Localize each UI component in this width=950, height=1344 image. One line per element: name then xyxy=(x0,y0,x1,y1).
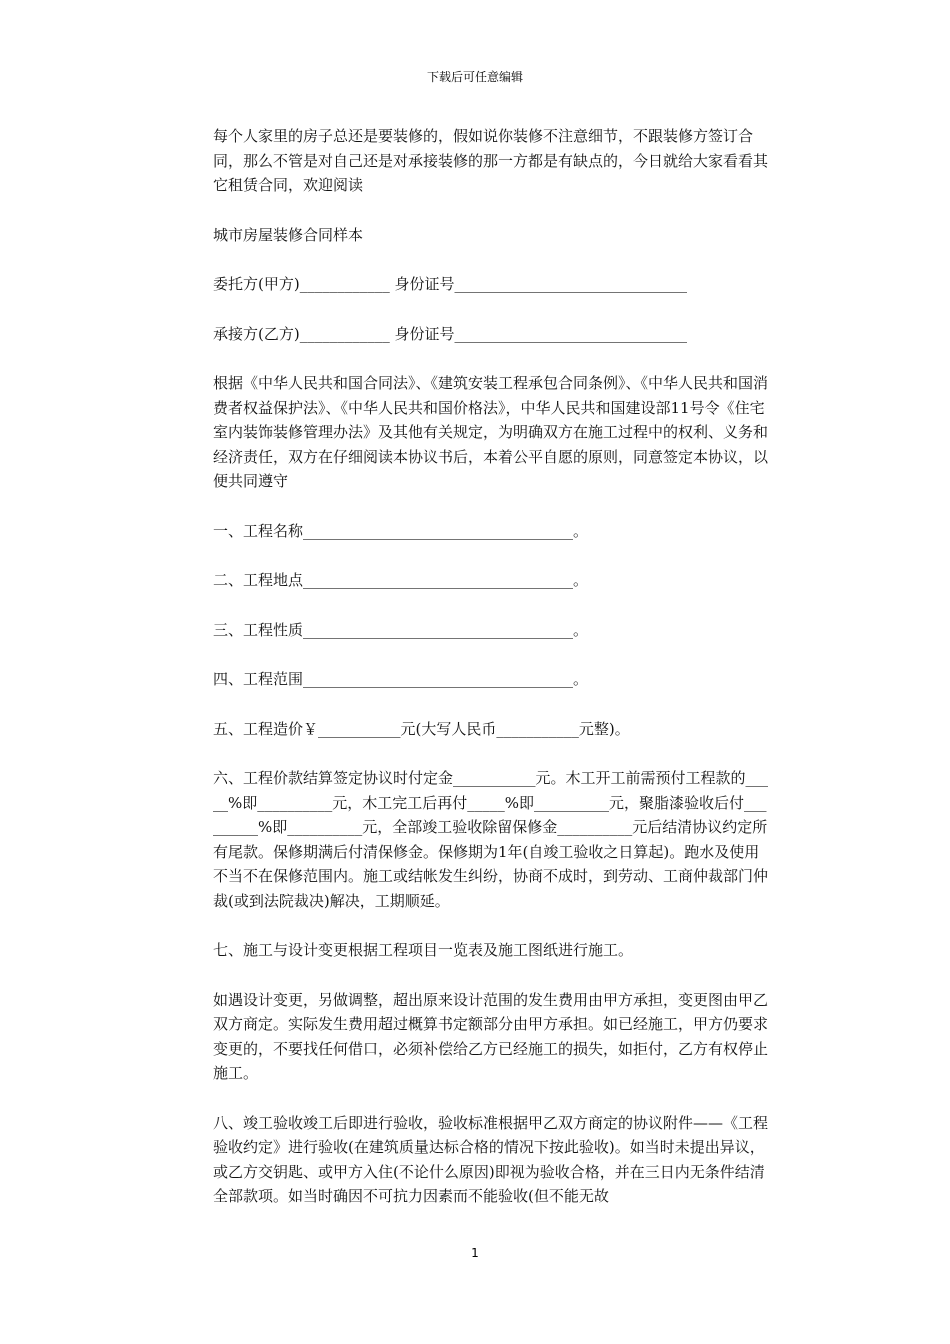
clause-construction-changes: 七、施工与设计变更根据工程项目一览表及施工图纸进行施工。 xyxy=(213,941,634,959)
contract-title: 城市房屋装修合同样本 xyxy=(213,225,364,244)
legal-basis-paragraph: 根据《中华人民共和国合同法》、《建筑安装工程承包合同条例》、《中华人民共和国消费者权益保护法》、《中华人民共和国价格法》，中华人民共和国建设部11号令《住宅室内装饰装修管理办法》及其他有关规定，为明确双方在施工过程中的权利、义务和经济责任，双方在仔细阅读本协议书后，本着公平自愿的原则，同意签定本协议，以便共同遵守 xyxy=(213,374,769,490)
clause-project-cost: 五、工程造价￥___________元(大写人民币___________元整)。 xyxy=(213,719,630,738)
design-change-paragraph: 如遇设计变更，另做调整，超出原来设计范围的发生费用由甲方承担，变更图由甲乙双方商定。实际发生费用超过概算书定额部分由甲方承担。如已经施工，甲方仍要求变更的，不要找任何借口，必须补偿给乙方已经施工的损失，如拒付，乙方有权停止施工。 xyxy=(213,990,769,1082)
clause-payment-settlement: 六、工程价款结算签定协议时付定金___________元。木工开工前需预付工程款的_____%即__________元，木工完工后再付_____%即__________元，聚脂漆验收后付_________%即__________元，全部竣工验收除留保修金__________元后结清协议约定所有尾款。保修期满后付清保修金。保修期为1年(自竣工验收之日算起)。跑水及使用不当不在保修范围内。施工或结帐发生纠纷，协商不成时，到劳动、工商仲裁部门仲裁(或到法院裁决)解决，工期顺延。 xyxy=(213,769,769,910)
clause-project-location: 二、工程地点____________________________________。 xyxy=(213,571,589,589)
clause-project-name: 一、工程名称____________________________________。 xyxy=(213,521,589,540)
party-a-line: 委托方(甲方)____________ 身份证号_______________________________ xyxy=(213,275,687,293)
document-body xyxy=(213,124,773,1234)
clause-project-scope: 四、工程范围____________________________________。 xyxy=(213,670,589,688)
party-b-line: 承接方(乙方)____________ 身份证号_______________________________ xyxy=(213,324,687,343)
page-number: 1 xyxy=(471,1246,479,1260)
header-note: 下载后可任意编辑 xyxy=(426,70,523,84)
clause-project-nature: 三、工程性质____________________________________。 xyxy=(213,620,589,639)
clause-completion-acceptance: 八、竣工验收竣工后即进行验收，验收标准根据甲乙双方商定的协议附件——《工程验收约定》进行验收(在建筑质量达标合格的情况下按此验收)。如当时未提出异议，或乙方交钥匙、或甲方入住(不论什么原因)即视为验收合格，并在三日内无条件结清全部款项。如当时确因不可抗力因素而不能验收(但不能无故 xyxy=(213,1113,769,1205)
intro-paragraph: 每个人家里的房子总还是要装修的，假如说你装修不注意细节，不跟装修方签订合同，那么不管是对自己还是对承接装修的那一方都是有缺点的，今日就给大家看看其它租赁合同，欢迎阅读 xyxy=(213,127,769,194)
